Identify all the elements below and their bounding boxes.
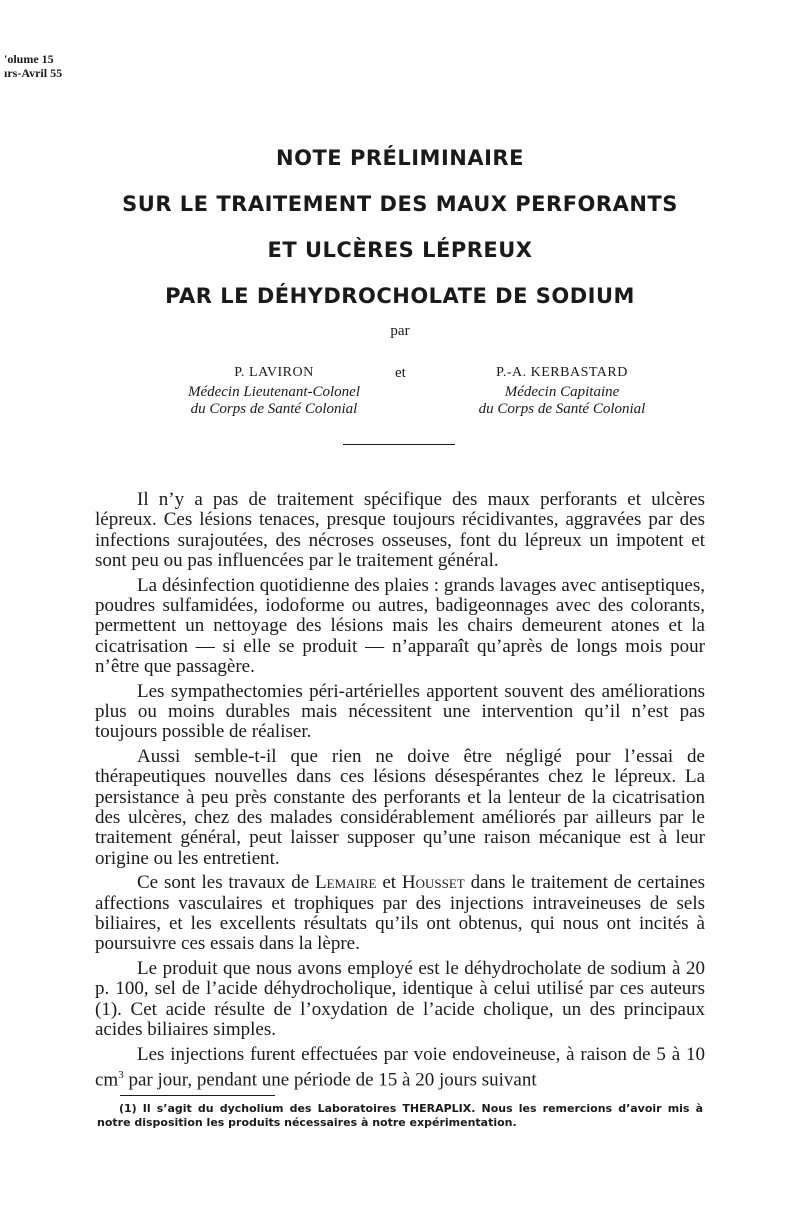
- volume-label: 'olume 15: [4, 52, 54, 66]
- author-corps: du Corps de Santé Colonial: [478, 401, 646, 417]
- paragraph: Il n’y a pas de traitement spécifique des maux perforants et ulcères lépreux. Ces lésions tenaces, presque toujours récidivantes, aggravées par des infections surajoutées, des nécroses osseuses, font du lépreux un impotent et sont peu ou pas influencées par le traitement général.: [95, 489, 705, 571]
- footnote: [97, 1102, 703, 1130]
- author-citation: Lemaire: [315, 872, 377, 894]
- author-rank: Médecin Capitaine: [504, 384, 620, 400]
- journal-header: [4, 52, 62, 80]
- paragraph: Les injections furent effectuées par voie endoveineuse, à raison de 5 à 10 $cm^3$ par jour, pendant une période de 15 à 20 jours suivant: [95, 1043, 705, 1091]
- issue-date: ırs-Avril 55: [4, 66, 63, 80]
- paragraph: La désinfection quotidienne des plaies : grands lavages avec antiseptiques, poudres sulfamidées, iodoforme ou autres, badigeonnages avec des colorants, permettent un nettoyage des lésions mais les chairs demeurent atones et la cicatrisation — si elle se produit — n’apparaît qu’après de longs mois pour n’être que passagère.: [95, 574, 705, 677]
- title-line-3: ET ULCÈRES LÉPREUX: [267, 238, 533, 262]
- author-2: [432, 365, 692, 418]
- paragraph: Ce sont les travaux de Lemaire et Housset dans le traitement de certaines affections vasculaires et trophiques par des injections intraveineuses de sels biliaires, et les excellents résultats qu’ils ont obtenus, qui nous ont incités à poursuivre ces essais dans la lèpre.: [95, 872, 705, 955]
- paragraph: Aussi semble-t-il que rien ne doive être négligé pour l’essai de thérapeutiques nouvelles dans ces lésions désespérantes chez le lépreux. La persistance à peu près constante des perforants et la lenteur de la cicatrisation des ulcères, chez des malades considérablement améliorés par ailleurs par le traitement général, peut laisser supposer qu’une raison mécanique est à leur origine ou les entretient.: [95, 746, 705, 869]
- paragraph: Le produit que nous avons employé est le déhydrocholate de sodium à 20 p. 100, sel de l’acide déhydrocholique, identique à celui utilisé par ces auteurs (1). Cet acide résulte de l’oxydation de l’acide cholique, un des principaux acides biliaires simples.: [95, 958, 705, 1040]
- paragraph: Les sympathectomies péri-artérielles apportent souvent des améliorations plus ou moins durables mais nécessitent une intervention qu’il n’est pas toujours possible de réaliser.: [95, 680, 705, 743]
- article-body: [95, 490, 705, 1095]
- byline-par: par: [390, 323, 410, 339]
- section-divider: [343, 444, 455, 445]
- footnote-divider: [120, 1095, 275, 1096]
- author-corps: du Corps de Santé Colonial: [190, 401, 358, 417]
- author-name: P.-A. KERBASTARD: [496, 365, 628, 380]
- title-line-1: NOTE PRÉLIMINAIRE: [276, 146, 524, 170]
- title-line-2: SUR LE TRAITEMENT DES MAUX PERFORANTS: [122, 192, 678, 216]
- byline-conjunction: et: [395, 365, 406, 381]
- author-name: P. LAVIRON: [234, 365, 314, 380]
- title-line-4: PAR LE DÉHYDROCHOLATE DE SODIUM: [165, 284, 635, 308]
- author-citation: Housset: [401, 872, 465, 894]
- author-rank: Médecin Lieutenant-Colonel: [187, 384, 361, 400]
- footnote-text: (1) Il s’agit du dycholium des Laboratoires THERAPLIX. Nous les remercions d’avoir mis à notre disposition les produits nécessaires à notre expérimentation.: [97, 1102, 703, 1129]
- author-1: [144, 365, 404, 418]
